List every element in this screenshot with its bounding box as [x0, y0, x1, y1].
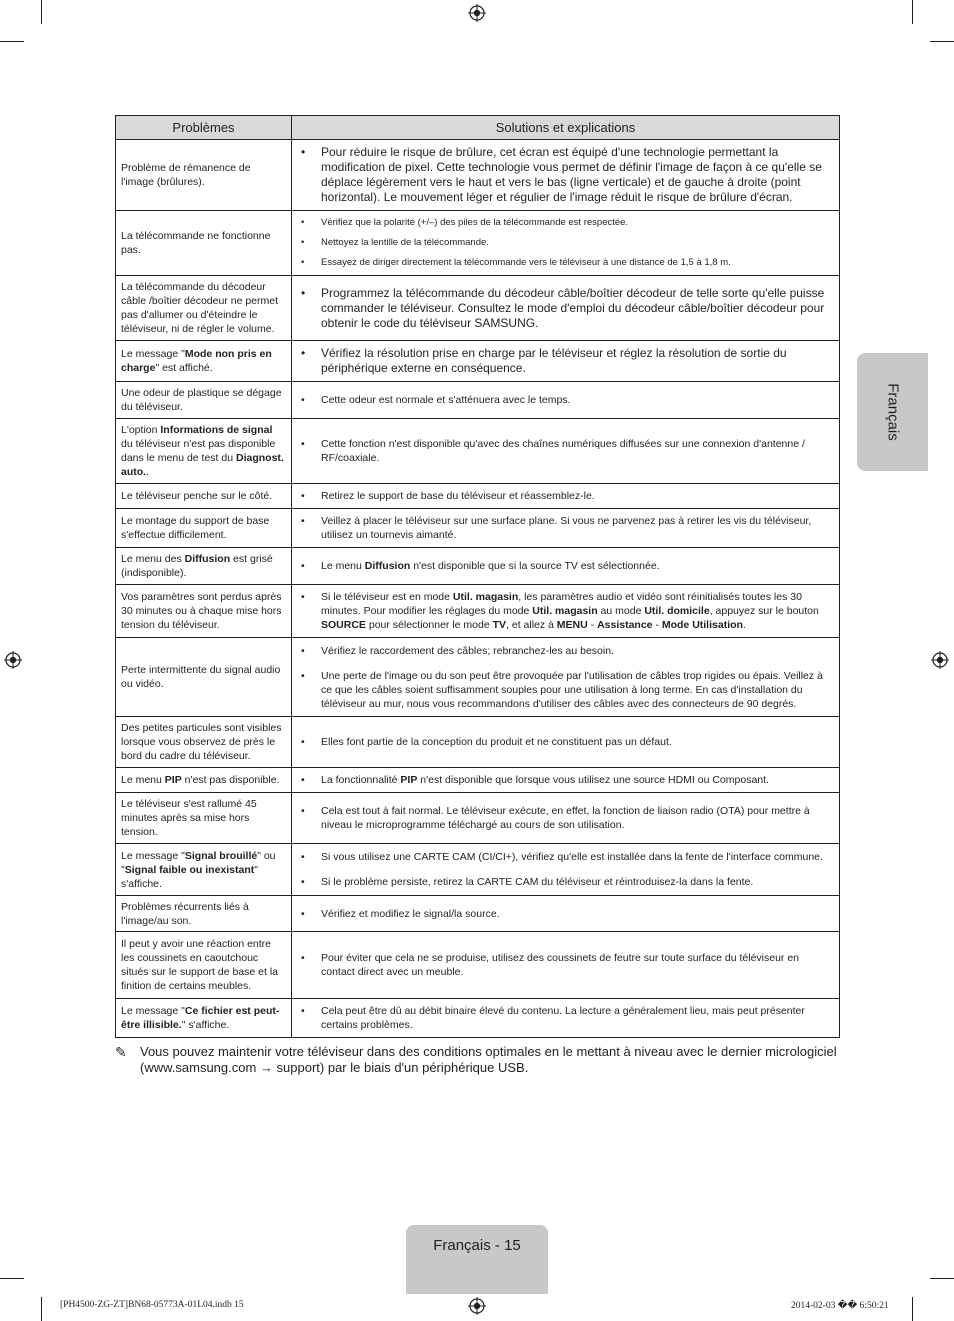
text-run: Le menu	[321, 560, 365, 572]
solution-item	[298, 346, 833, 376]
solution-list	[298, 145, 833, 205]
text-run: est grisé (indisponible).	[121, 553, 273, 579]
text-run: Le message "	[121, 1005, 185, 1017]
registration-mark-icon	[468, 1297, 486, 1315]
text-run: , les paramètres audio et vidéo sont réinitialisés toutes les 30 minutes. Pour modifier les réglages du mode	[321, 591, 802, 617]
table-row	[116, 140, 840, 211]
bold-term: PIP	[164, 774, 182, 786]
text-run: , appuyez sur le bouton	[709, 605, 819, 617]
crop-mark	[930, 41, 954, 42]
solution-cell	[292, 793, 840, 844]
text-run: Cela est tout à fait normal. Le téléviseur exécute, en effet, la fonction de liaison radio (OTA) pour mettre à niveau le microprogramme téléchargé au cours de son utilisation.	[321, 805, 810, 831]
solution-cell	[292, 548, 840, 585]
text-run: La télécommande ne fonctionne pas.	[121, 230, 271, 256]
solution-item	[298, 236, 833, 250]
problem-cell	[116, 419, 292, 484]
solution-cell	[292, 276, 840, 341]
table-row	[116, 419, 840, 484]
table-row	[116, 717, 840, 768]
text-run: " s'affiche.	[181, 1019, 230, 1031]
solution-list	[298, 489, 833, 503]
solution-list	[298, 907, 833, 921]
table-row	[116, 484, 840, 509]
text-run: Vos paramètres sont perdus après 30 minutes ou à chaque mise hors tension du téléviseur.	[121, 591, 282, 631]
text-run: Programmez la télécommande du décodeur câble/boîtier décodeur de telle sorte qu'elle puisse commander le téléviseur. Consultez le mode d'emploi du décodeur câble/boîtier décodeur pour obtenir le code du téléviseur SAMSUNG.	[321, 285, 825, 330]
text-run: Il peut y avoir une réaction entre les coussinets en caoutchouc situés sur le support de base et la finition de certains meubles.	[121, 938, 279, 992]
solution-item	[298, 559, 833, 573]
bold-term: Diagnost. auto.	[121, 452, 284, 478]
text-run: Cette fonction n'est disponible qu'avec des chaînes numériques diffusées sur une connexion d'antenne / RF/coaxiale.	[321, 438, 805, 464]
solution-cell	[292, 382, 840, 419]
problem-cell	[116, 896, 292, 932]
problem-cell	[116, 932, 292, 999]
problem-cell	[116, 768, 292, 793]
problem-cell	[116, 484, 292, 509]
update-note-text: Vous pouvez maintenir votre téléviseur dans des conditions optimales en le mettant à niveau avec le dernier micrologiciel (www.samsung.com → support) par le biais d'un périphérique USB.	[140, 1044, 837, 1075]
bold-term: Informations de signal	[160, 424, 273, 436]
solution-item	[298, 437, 833, 465]
text-run: Le montage du support de base s'effectue difficilement.	[121, 515, 270, 541]
bold-term: Signal brouillé	[184, 849, 258, 862]
text-run: , et allez à	[506, 619, 557, 631]
text-run: " ou "	[121, 849, 276, 876]
registration-mark-icon	[931, 651, 949, 669]
solution-item	[298, 393, 833, 407]
text-run: Essayez de diriger directement la télécommande vers le téléviseur à une distance de 1,5 à 1,8 m.	[321, 257, 731, 268]
bold-term: Ce fichier est peut-être illisible.	[121, 1005, 280, 1031]
bold-term: SOURCE	[321, 619, 366, 631]
text-run: " s'affiche.	[121, 863, 258, 890]
problem-cell	[116, 999, 292, 1038]
problem-cell	[116, 211, 292, 276]
solution-cell	[292, 419, 840, 484]
text-run: Le menu des	[121, 553, 185, 565]
solution-item	[298, 669, 833, 711]
crop-mark	[912, 1297, 913, 1321]
bold-term: Mode non pris en charge	[121, 348, 272, 374]
solution-cell	[292, 999, 840, 1038]
text-run: Si vous utilisez une CARTE CAM (CI/CI+), vérifiez qu'elle est installée dans la fente de l'interface commune.	[321, 851, 823, 863]
table-row	[116, 793, 840, 844]
crop-mark	[41, 1297, 42, 1321]
bold-term: PIP	[400, 774, 418, 786]
text-run: .	[742, 619, 746, 631]
bold-term: TV	[492, 619, 507, 631]
bold-term: Diffusion	[364, 560, 411, 572]
language-tab-label: Français	[884, 383, 901, 441]
text-run: Une perte de l'image ou du son peut être provoquée par l'utilisation de câbles trop rigides ou épais. Veillez à ce que les câbles soient suffisamment souples pour une utilisation à long terme. En cas d'installation du téléviseur au mur, nous vous recommandons d'utiliser des câbles avec des connecteurs de 90 degrés.	[321, 669, 823, 710]
problem-cell	[116, 548, 292, 585]
problem-cell	[116, 585, 292, 638]
table-header-row	[116, 116, 840, 140]
table-row	[116, 896, 840, 932]
solution-list	[298, 735, 833, 749]
text-run: Veillez à placer le téléviseur sur une surface plane. Si vous ne parvenez pas à retirer les vis du téléviseur, utilisez un tournevis aimanté.	[321, 515, 812, 541]
text-run: Si le problème persiste, retirez la CARTE CAM du téléviseur et réintroduisez-la dans la fente.	[321, 876, 754, 888]
problem-cell	[116, 793, 292, 844]
table-row	[116, 638, 840, 717]
problem-cell	[116, 638, 292, 717]
language-tab	[857, 353, 928, 471]
bold-term: Util. domicile	[644, 605, 710, 617]
table-row	[116, 585, 840, 638]
registration-mark-icon	[468, 4, 486, 22]
text-run: -	[652, 619, 662, 631]
solution-item	[298, 256, 833, 270]
bold-term: MENU	[556, 619, 588, 631]
solution-cell	[292, 932, 840, 999]
text-run: Problème de rémanence de l'image (brûlures).	[121, 162, 251, 188]
table-row	[116, 548, 840, 585]
solution-cell	[292, 211, 840, 276]
solution-list	[298, 951, 833, 979]
column-header-problems: Problèmes	[116, 116, 292, 140]
text-run: Pour éviter que cela ne se produise, utilisez des coussinets de feutre sur toute surface du téléviseur en contact direct avec un meuble.	[321, 952, 800, 978]
crop-mark	[0, 1278, 24, 1279]
bold-term: Diffusion	[184, 553, 231, 565]
text-run: .	[146, 466, 150, 478]
problem-cell	[116, 844, 292, 896]
text-run: Retirez le support de base du téléviseur et réassemblez-le.	[321, 490, 595, 502]
solution-list	[298, 346, 833, 376]
table-row	[116, 768, 840, 793]
problem-cell	[116, 140, 292, 211]
solution-list	[298, 850, 833, 889]
text-run: Vérifiez et modifiez le signal/la source.	[321, 907, 500, 920]
bold-term: Util. magasin	[532, 605, 598, 617]
text-run: n'est pas disponible.	[181, 774, 280, 786]
solution-item	[298, 735, 833, 749]
text-run: pour sélectionner le mode	[365, 619, 493, 631]
solution-cell	[292, 341, 840, 382]
solution-list	[298, 216, 833, 270]
solution-item	[298, 1004, 833, 1032]
table-row	[116, 341, 840, 382]
table-row	[116, 844, 840, 896]
solution-list	[298, 437, 833, 465]
solution-item	[298, 590, 833, 632]
solution-list	[298, 590, 833, 632]
text-run: au mode	[597, 605, 645, 617]
footer-timestamp: 2014-02-03 �� 6:50:21	[791, 1301, 889, 1311]
text-run: La télécommande du décodeur câble /boîtier décodeur ne permet pas d'allumer ou d'éteindre le téléviseur, ni de régler le volume.	[121, 281, 279, 335]
solution-cell	[292, 768, 840, 793]
crop-mark	[912, 0, 913, 24]
page-number: Français - 15	[433, 1237, 521, 1254]
text-run: Vérifiez le raccordement des câbles; rebranchez-les au besoin.	[321, 644, 614, 657]
text-run: -	[587, 619, 598, 631]
solution-cell	[292, 638, 840, 717]
solution-item	[298, 773, 833, 787]
text-run: L'option	[121, 424, 161, 436]
column-header-solutions: Solutions et explications	[292, 116, 840, 140]
text-run: du téléviseur n'est pas disponible dans le menu de test du	[121, 438, 276, 464]
troubleshooting-table	[115, 115, 840, 1038]
problem-cell	[116, 276, 292, 341]
solution-list	[298, 1004, 833, 1032]
solution-item	[298, 875, 833, 889]
text-run: Si le téléviseur est en mode	[321, 591, 453, 603]
page-number-badge	[406, 1225, 548, 1294]
table-row	[116, 382, 840, 419]
solution-item	[298, 145, 833, 205]
text-run: Vérifiez la résolution prise en charge par le téléviseur et réglez la résolution de sortie du périphérique externe en conséquence.	[321, 346, 787, 375]
text-run: Elles font partie de la conception du produit et ne constituent pas un défaut.	[321, 736, 672, 748]
solution-item	[298, 216, 833, 230]
solution-cell	[292, 717, 840, 768]
update-note	[115, 1044, 839, 1076]
text-run: Des petites particules sont visibles lorsque vous observez de près le bord du cadre du téléviseur.	[121, 722, 282, 762]
solution-cell	[292, 585, 840, 638]
text-run: Cela peut être dû au débit binaire élevé du contenu. La lecture a généralement lieu, mais peut présenter certains problèmes.	[321, 1005, 805, 1031]
table-row	[116, 509, 840, 548]
bold-term: Signal faible ou inexistant	[124, 863, 255, 876]
bold-term: Mode Utilisation	[661, 619, 743, 631]
text-run: Une odeur de plastique se dégage du téléviseur.	[121, 387, 282, 413]
text-run: n'est disponible que lorsque vous utilisez une source HDMI ou Composant.	[417, 774, 769, 786]
crop-mark	[930, 1278, 954, 1279]
troubleshooting-table-body	[116, 140, 840, 1038]
solution-item	[298, 804, 833, 832]
crop-mark	[0, 41, 24, 42]
text-run: Perte intermittente du signal audio ou vidéo.	[121, 664, 281, 690]
text-run: Le message "	[121, 849, 185, 862]
problem-cell	[116, 509, 292, 548]
footer-file-info: [PH4500-ZG-ZT]BN68-05773A-01L04.indb 15	[60, 1300, 244, 1310]
solution-list	[298, 644, 833, 711]
solution-cell	[292, 140, 840, 211]
text-run: Cette odeur est normale et s'atténuera avec le temps.	[321, 394, 571, 406]
solution-list	[298, 773, 833, 787]
table-row	[116, 999, 840, 1038]
table-row	[116, 211, 840, 276]
solution-list	[298, 286, 833, 331]
text-run: La fonctionnalité	[321, 774, 401, 786]
solution-cell	[292, 844, 840, 896]
solution-item	[298, 286, 833, 331]
problem-cell	[116, 341, 292, 382]
table-row	[116, 932, 840, 999]
text-run: Le menu	[121, 774, 165, 786]
pencil-icon: ✎	[115, 1044, 127, 1060]
solution-item	[298, 514, 833, 542]
solution-cell	[292, 484, 840, 509]
text-run: Vérifiez que la polarité (+/–) des piles de la télécommande est respectée.	[321, 217, 629, 228]
text-run: Le téléviseur s'est rallumé 45 minutes après sa mise hors tension.	[121, 798, 257, 838]
bold-term: Assistance	[597, 619, 653, 631]
solution-cell	[292, 509, 840, 548]
solution-item	[298, 850, 833, 864]
table-row	[116, 276, 840, 341]
solution-item	[298, 644, 833, 658]
solution-list	[298, 514, 833, 542]
text-run: Le message "	[121, 348, 185, 360]
text-run: Pour réduire le risque de brûlure, cet écran est équipé d'une technologie permettant la modification de pixel. Cette technologie vous permet de définir l'image de façon à ce qu'elle se déplace légèrement vers le haut et vers le bas (ligne verticale) et de gauche à droite (point horizontal). Le mouvement léger et régulier de l'image réduit le risque de brûlure d'écran.	[321, 145, 822, 204]
text-run: " est affiché.	[155, 362, 213, 374]
solution-item	[298, 907, 833, 921]
solution-list	[298, 804, 833, 832]
text-run: Problèmes récurrents liés à l'image/au son.	[121, 900, 249, 927]
text-run: Le téléviseur penche sur le côté.	[121, 490, 273, 502]
problem-cell	[116, 382, 292, 419]
solution-item	[298, 951, 833, 979]
text-run: n'est disponible que si la source TV est sélectionnée.	[410, 560, 660, 572]
solution-list	[298, 393, 833, 407]
solution-cell	[292, 896, 840, 932]
registration-mark-icon	[4, 651, 22, 669]
crop-mark	[41, 0, 42, 24]
text-run: Nettoyez la lentille de la télécommande.	[321, 237, 489, 248]
bold-term: Util. magasin	[452, 591, 519, 603]
solution-item	[298, 489, 833, 503]
problem-cell	[116, 717, 292, 768]
solution-list	[298, 559, 833, 573]
